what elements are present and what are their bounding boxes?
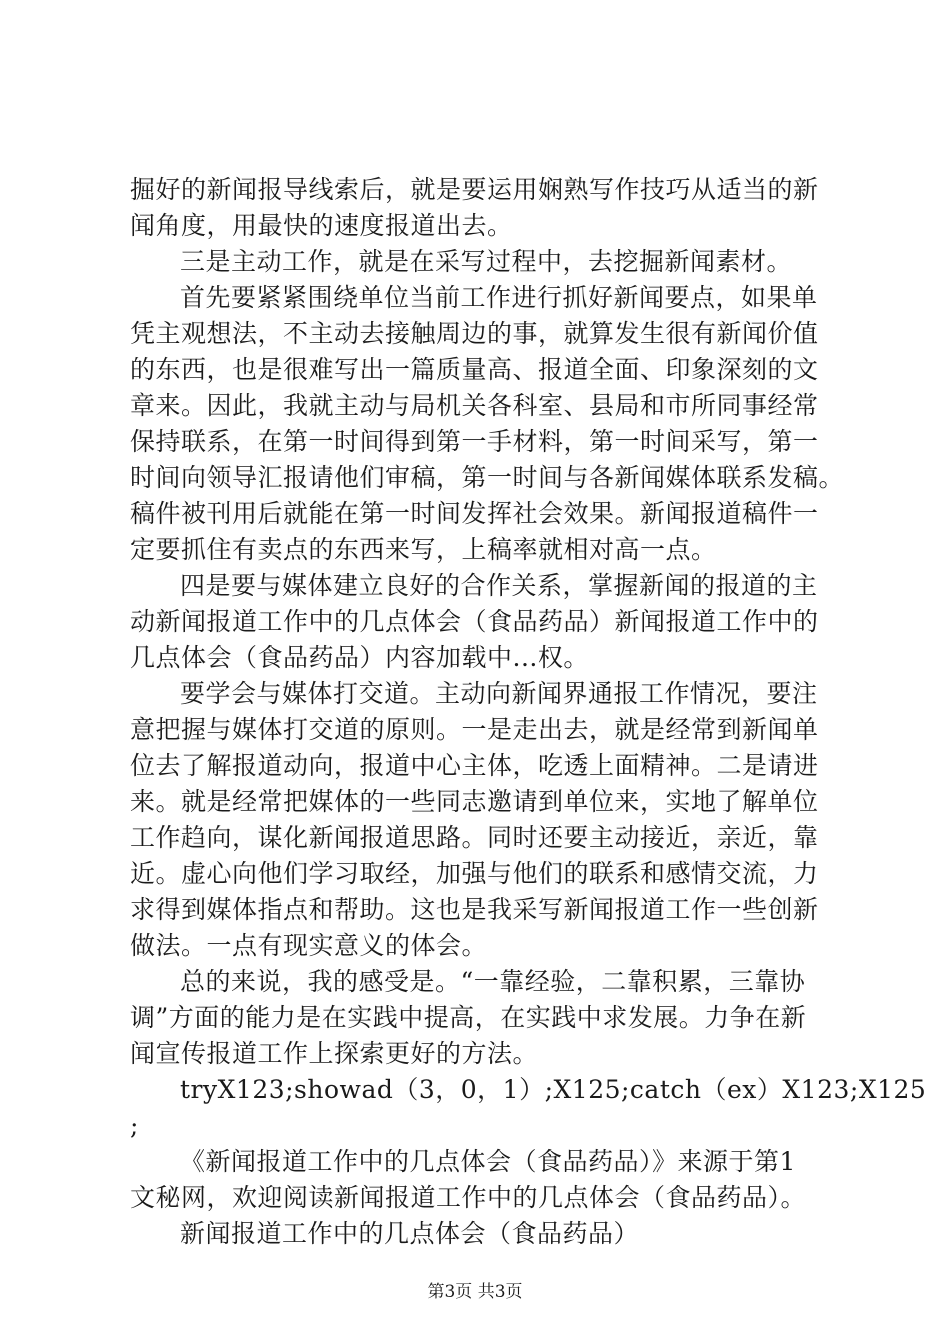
text-line: 来。就是经常把媒体的一些同志邀请到单位来，实地了解单位 xyxy=(130,787,819,816)
page-footer: 第3页 共3页 xyxy=(427,1282,523,1302)
text-line: 求得到媒体指点和帮助。这也是我采写新闻报道工作一些创新 xyxy=(130,895,819,924)
text-line: 定要抓住有卖点的东西来写，上稿率就相对高一点。 xyxy=(130,535,717,564)
text-line: tryX123;showad（3，0，1）;X125;catch（ex）X123;X125 xyxy=(180,1075,927,1104)
text-line: ; xyxy=(130,1111,139,1140)
text-line: 《新闻报道工作中的几点体会（食品药品）》来源于第1 xyxy=(180,1147,796,1176)
text-line: 保持联系，在第一时间得到第一手材料，第一时间采写，第一 xyxy=(130,427,819,456)
text-line: 四是要与媒体建立良好的合作关系，掌握新闻的报道的主 xyxy=(180,571,818,600)
text-line: 闻角度，用最快的速度报道出去。 xyxy=(130,211,513,240)
text-line: 的东西，也是很难写出一篇质量高、报道全面、印象深刻的文 xyxy=(130,355,819,384)
text-line: 文秘网，欢迎阅读新闻报道工作中的几点体会（食品药品）。 xyxy=(130,1183,807,1212)
text-line: 新闻报道工作中的几点体会（食品药品） xyxy=(180,1219,640,1248)
text-line: 首先要紧紧围绕单位当前工作进行抓好新闻要点，如果单 xyxy=(180,283,818,312)
text-line: 闻宣传报道工作上探索更好的方法。 xyxy=(130,1039,539,1068)
text-line: 意把握与媒体打交道的原则。一是走出去，就是经常到新闻单 xyxy=(130,715,819,744)
text-line: 做法。一点有现实意义的体会。 xyxy=(130,931,488,960)
text-line: 时间向领导汇报请他们审稿，第一时间与各新闻媒体联系发稿。 xyxy=(130,463,845,492)
text-line: 掘好的新闻报导线索后，就是要运用娴熟写作技巧从适当的新 xyxy=(130,175,819,204)
text-line: 工作趋向，谋化新闻报道思路。同时还要主动接近，亲近，靠 xyxy=(130,823,819,852)
text-line: 总的来说，我的感受是。“一靠经验，二靠积累，三靠协 xyxy=(180,967,806,996)
text-line: 动新闻报道工作中的几点体会（食品药品）新闻报道工作中的 xyxy=(130,607,819,636)
text-line: 位去了解报道动向，报道中心主体，吃透上面精神。二是请进 xyxy=(130,751,819,780)
text-line: 凭主观想法，不主动去接触周边的事，就算发生很有新闻价值 xyxy=(130,319,819,348)
text-line: 稿件被刊用后就能在第一时间发挥社会效果。新闻报道稿件一 xyxy=(130,499,819,528)
text-line: 要学会与媒体打交道。主动向新闻界通报工作情况，要注 xyxy=(180,679,818,708)
text-line: 近。虚心向他们学习取经，加强与他们的联系和感情交流，力 xyxy=(130,859,819,888)
text-line: 三是主动工作，就是在采写过程中，去挖掘新闻素材。 xyxy=(180,247,793,276)
text-line: 章来。因此，我就主动与局机关各科室、县局和市所同事经常 xyxy=(130,391,819,420)
text-line: 几点体会（食品药品）内容加载中...权。 xyxy=(130,643,589,672)
text-line: 调”方面的能力是在实践中提高，在实践中求发展。力争在新 xyxy=(130,1003,807,1032)
document-body xyxy=(130,172,927,1252)
